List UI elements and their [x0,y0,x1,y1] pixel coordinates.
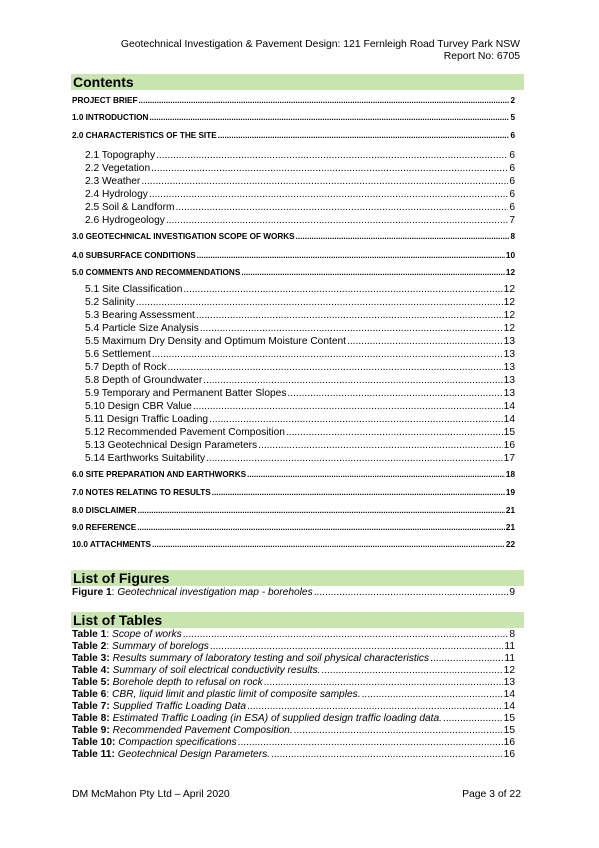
toc-entry[interactable] [72,522,515,533]
toc-entry-page: 21 [505,506,515,515]
toc-entry-label: 5.0 COMMENTS AND RECOMMENDATIONS [72,268,241,277]
toc-entry[interactable] [72,361,515,374]
dot-leader [238,737,503,749]
figure-entry[interactable] [72,587,515,599]
toc-entry-label: 7.0 NOTES RELATING TO RESULTS [72,488,211,497]
dot-leader [196,309,503,322]
toc-entry-page: 12 [503,284,515,295]
toc-entry[interactable] [72,439,515,452]
caption-label [72,725,293,737]
toc-entry-page: 13 [503,388,515,399]
table-entry[interactable] [72,701,515,713]
caption-page: 8 [509,629,515,640]
toc-entry-page: 19 [505,488,515,497]
caption-separator: : [106,689,113,700]
caption-prefix: Table 11: [72,749,115,760]
toc-entry[interactable] [72,426,515,439]
dot-leader [175,201,508,214]
caption-prefix: Table 6 [72,689,107,700]
toc-entry[interactable] [72,296,515,309]
dot-leader [443,713,503,725]
toc-entry-label: 2.1 Topography [85,150,156,161]
toc-entry[interactable] [72,267,515,278]
dot-leader [241,267,505,278]
toc-entry-page: 14 [503,414,515,425]
caption-prefix: Table 2 [72,641,107,652]
toc-entry[interactable] [72,95,515,106]
caption-text: Geotechnical Design Parameters. [117,749,271,760]
dot-leader [151,162,508,175]
dot-leader [137,522,505,533]
caption-page: 16 [503,749,515,760]
caption-page: 11 [504,641,515,652]
toc-entry-label: 5.12 Recommended Pavement Composition [85,427,285,438]
caption-page: 14 [503,689,515,700]
toc-entry-page: 6 [509,176,515,187]
caption-prefix: Table 7: [72,701,110,712]
toc-entry[interactable] [72,250,515,261]
dot-leader [138,505,505,516]
caption-text: Estimated Traffic Loading (in ESA) of supplied design traffic loading data. [112,713,442,724]
toc-entry-page: 8 [510,232,515,241]
toc-entry-page: 18 [505,470,515,479]
toc-entry[interactable] [72,162,515,175]
caption-prefix: Figure 1 [72,587,112,598]
dot-leader [156,149,508,162]
toc-entry-page: 6 [509,202,515,213]
toc-entry-page: 21 [505,523,515,532]
dot-leader [139,95,510,106]
caption-label [72,713,442,725]
toc-entry-label: 5.8 Depth of Groundwater [85,375,203,386]
toc-entry-label: 5.10 Design CBR Value [85,401,192,412]
toc-entry-page: 7 [509,215,515,226]
toc-entry[interactable] [72,149,515,162]
toc-entry-label: 5.14 Earthworks Suitability [85,453,206,464]
toc-entry-label: 5.6 Settlement [85,349,151,360]
caption-prefix: Table 5: [72,677,110,688]
toc-entry-label: 1.0 INTRODUCTION [72,113,149,122]
toc-entry-page: 13 [503,362,515,373]
dot-leader [152,539,505,550]
toc-entry[interactable] [72,231,515,242]
list-of-figures-heading: List of Figures [71,570,524,586]
toc-entry-page: 13 [503,336,515,347]
toc-entry-page: 12 [503,297,515,308]
dot-leader [296,231,510,242]
caption-label [72,653,429,665]
caption-label [72,701,246,713]
toc-entry[interactable] [72,374,515,387]
dot-leader [258,439,503,452]
toc-entry[interactable] [72,283,515,296]
dot-leader [264,677,503,689]
toc-entry[interactable] [72,452,515,465]
caption-text: Supplied Traffic Loading Data [112,701,247,712]
header-report-number: Report No: 6705 [443,51,520,62]
toc-entry-page: 14 [503,401,515,412]
toc-entry[interactable] [72,387,515,400]
toc-entry[interactable] [72,322,515,335]
caption-page: 16 [503,737,515,748]
toc-entry-label: 2.6 Hydrogeology [85,215,165,226]
dot-leader [149,188,508,201]
toc-entry-page: 16 [503,440,515,451]
toc-entry[interactable] [72,413,515,426]
toc-entry-label: 5.2 Salinity [85,297,135,308]
toc-entry-page: 6 [509,163,515,174]
toc-entry[interactable] [72,348,515,361]
list-of-tables-heading: List of Tables [71,612,524,628]
toc-entry[interactable] [72,201,515,214]
dot-leader [168,361,503,374]
caption-prefix: Table 8: [72,713,110,724]
table-entry[interactable] [72,749,515,761]
toc-entry-label: PROJECT BRIEF [72,96,138,105]
contents-heading: Contents [71,74,524,90]
caption-text: Scope of works [112,629,182,640]
dot-leader [430,653,503,665]
dot-leader [136,296,503,309]
toc-entry-label: 5.4 Particle Size Analysis [85,323,199,334]
caption-label [72,665,320,677]
table-entry[interactable] [72,677,515,689]
caption-page: 14 [503,701,515,712]
dot-leader [206,452,503,465]
caption-text: Geotechnical investigation map - boreholes [117,587,313,598]
toc-entry-page: 13 [503,375,515,386]
dot-leader [149,112,509,123]
dot-leader [183,283,502,296]
caption-text: Recommended Pavement Composition. [112,725,293,736]
caption-label [72,677,263,689]
footer-company: DM McMahon Pty Ltd – April 2020 [72,789,230,800]
dot-leader [247,701,503,713]
dot-leader [362,689,503,701]
toc-entry-label: 3.0 GEOTECHNICAL INVESTIGATION SCOPE OF WORKS [72,232,295,241]
toc-entry-label: 5.5 Maximum Dry Density and Optimum Moisture Content [85,336,346,347]
toc-entry[interactable] [72,539,515,550]
page-header [121,39,520,63]
toc-entry[interactable] [72,112,515,123]
caption-separator: : [106,641,113,652]
caption-text: Borehole depth to refusal on rock [112,677,263,688]
toc-entry-label: 2.5 Soil & Landform [85,202,175,213]
caption-label [72,587,313,599]
toc-entry-label: 9.0 REFERENCE [72,523,137,532]
caption-separator: : [111,587,118,598]
toc-entry-page: 12 [503,310,515,321]
toc-entry-label: 2.2 Vegetation [85,163,151,174]
table-entry[interactable] [72,653,515,665]
toc-entry[interactable] [72,130,515,141]
header-title: Geotechnical Investigation & Pavement Design: 121 Fernleigh Road Turvey Park NSW [120,39,520,50]
dot-leader [152,348,503,361]
dot-leader [203,374,502,387]
toc-entry-page: 6 [510,131,515,140]
dot-leader [197,250,505,261]
toc-entry-label: 5.9 Temporary and Permanent Batter Slopes [85,388,287,399]
dot-leader [314,587,509,599]
caption-text: Summary of borelogs [112,641,209,652]
caption-text: Summary of soil electrical conductivity results. [112,665,321,676]
caption-page: 11 [504,653,515,664]
caption-prefix: Table 1 [72,629,107,640]
dot-leader [209,413,503,426]
toc-entry-page: 17 [503,453,515,464]
table-entry[interactable] [72,713,515,725]
table-entry[interactable] [72,689,515,701]
toc-entry-page: 5 [510,113,515,122]
caption-prefix: Table 3: [72,653,110,664]
toc-entry-label: 4.0 SUBSURFACE CONDITIONS [72,251,196,260]
toc-entry-label: 10.0 ATTACHMENTS [72,540,151,549]
dot-leader [286,426,503,439]
toc-entry-label: 5.7 Depth of Rock [85,362,167,373]
toc-entry-label: 2.4 Hydrology [85,189,148,200]
toc-entry-page: 6 [509,189,515,200]
caption-separator: : [106,629,113,640]
caption-page: 15 [503,725,515,736]
toc-entry[interactable] [72,487,515,498]
caption-page: 9 [509,587,515,598]
caption-text: Compaction specifications [118,737,237,748]
dot-leader [183,629,509,641]
dot-leader [271,749,503,761]
dot-leader [210,641,504,653]
toc-entry[interactable] [72,214,515,227]
toc-entry-label: 5.11 Design Traffic Loading [85,414,209,425]
toc-entry-label: 2.3 Weather [85,176,141,187]
toc-entry-page: 6 [509,150,515,161]
caption-text: CBR, liquid limit and plastic limit of composite samples. [112,689,361,700]
caption-text: Results summary of laboratory testing and soil physical characteristics [112,653,430,664]
toc-entry-label: 2.0 CHARACTERISTICS OF THE SITE [72,131,217,140]
toc-entry-label: 6.0 SITE PREPARATION AND EARTHWORKS [72,470,247,479]
toc-entry[interactable] [72,175,515,188]
toc-entry-label: 5.1 Site Classification [85,284,183,295]
caption-label [72,689,361,701]
toc-entry-page: 12 [505,268,515,277]
caption-label [72,737,237,749]
dot-leader [200,322,503,335]
toc-entry-page: 13 [503,349,515,360]
toc-entry[interactable] [72,505,515,516]
toc-entry[interactable] [72,335,515,348]
dot-leader [141,175,508,188]
dot-leader [193,400,503,413]
table-entry[interactable] [72,737,515,749]
caption-prefix: Table 9: [72,725,110,736]
table-entry[interactable] [72,725,515,737]
caption-prefix: Table 10: [72,737,116,748]
dot-leader [166,214,508,227]
caption-page: 13 [503,677,515,688]
table-entry[interactable] [72,665,515,677]
footer-page-number: Page 3 of 22 [462,789,521,800]
caption-label [72,749,270,761]
caption-label [72,629,182,641]
dot-leader [347,335,503,348]
dot-leader [212,487,505,498]
toc-entry-label: 5.13 Geotechnical Design Parameters [85,440,258,451]
toc-entry-page: 12 [503,323,515,334]
toc-entry[interactable] [72,400,515,413]
table-entry[interactable] [72,629,515,641]
caption-page: 15 [503,713,515,724]
toc-entry[interactable] [72,469,515,480]
dot-leader [247,469,505,480]
toc-entry[interactable] [72,309,515,322]
caption-label [72,641,209,653]
dot-leader [321,665,502,677]
toc-entry[interactable] [72,188,515,201]
dot-leader [218,130,510,141]
toc-entry-page: 15 [503,427,515,438]
toc-entry-page: 22 [505,540,515,549]
caption-page: 12 [503,665,515,676]
caption-prefix: Table 4: [72,665,110,676]
toc-entry-label: 5.3 Bearing Assessment [85,310,195,321]
toc-entry-page: 2 [510,96,515,105]
dot-leader [287,387,502,400]
toc-entry-label: 8.0 DISCLAIMER [72,506,137,515]
dot-leader [294,725,503,737]
toc-entry-page: 10 [505,251,515,260]
table-entry[interactable] [72,641,515,653]
